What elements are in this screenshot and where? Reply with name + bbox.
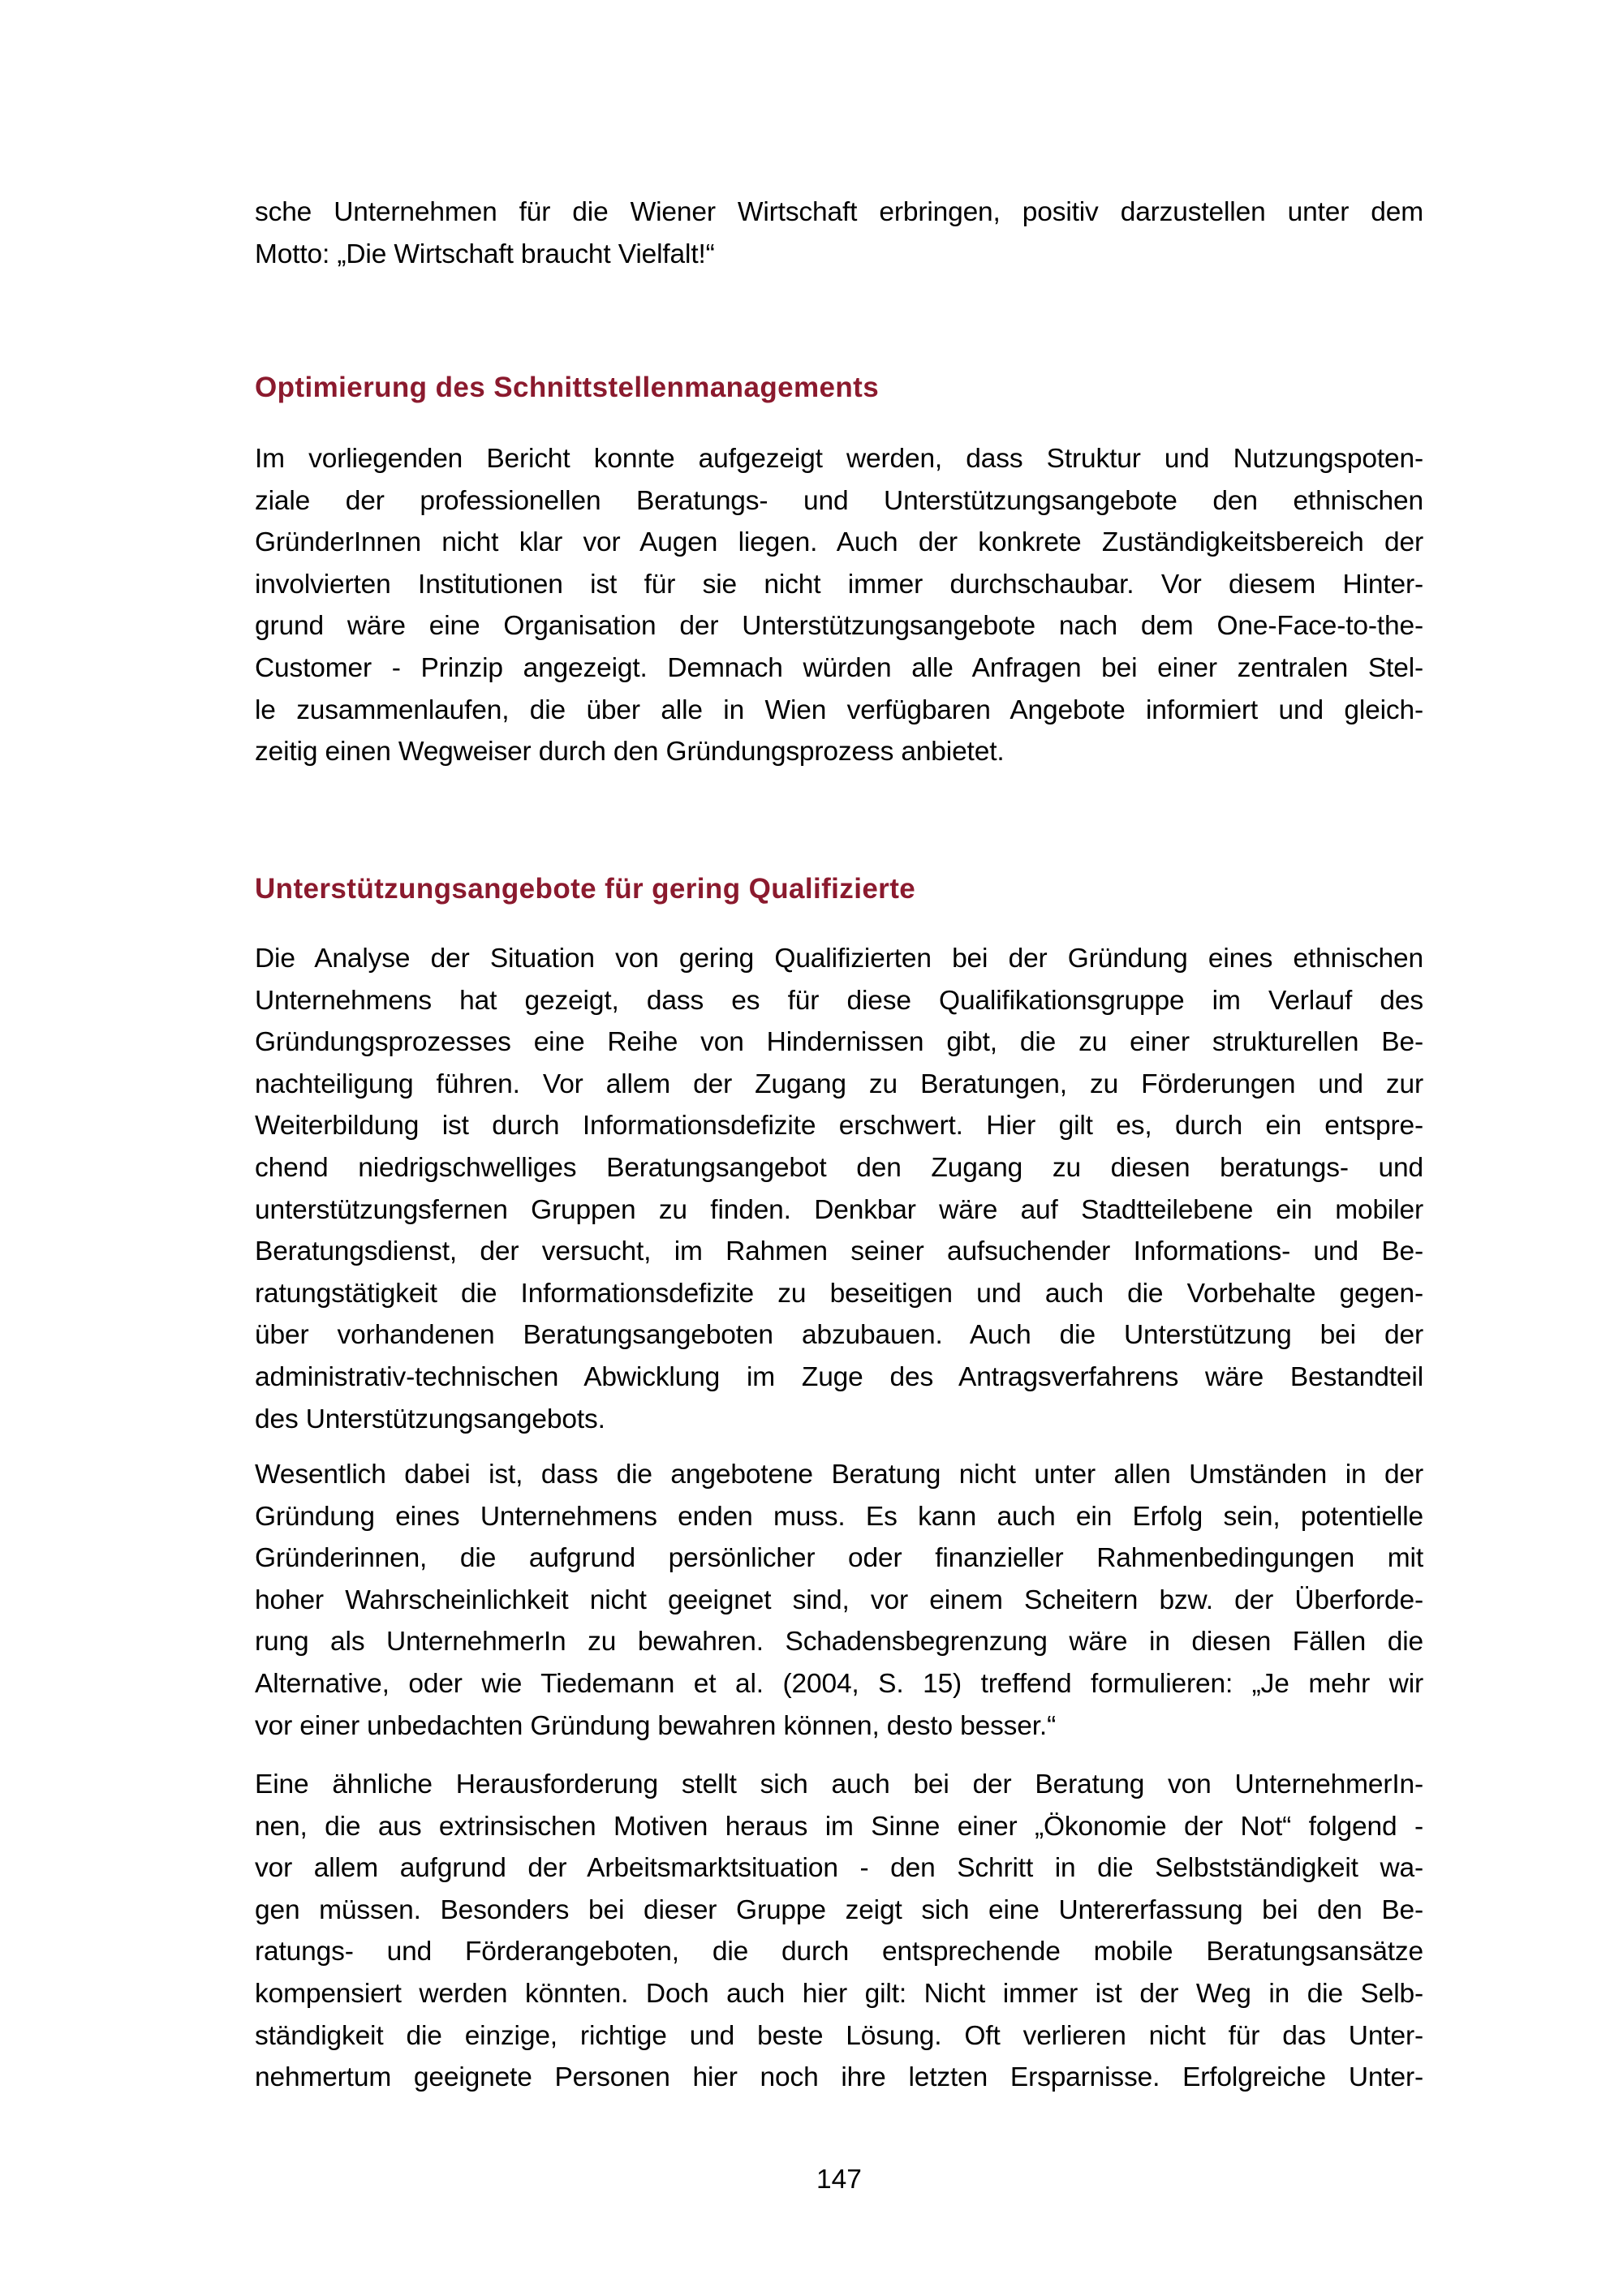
text-line: ratungs- und Förderangeboten, die durch entsprechende mobile Beratungsansätze <box>255 1937 1423 1967</box>
text-line: GründerInnen nicht klar vor Augen liegen. Auch der konkrete Zuständigkeitsbereich der <box>255 527 1423 558</box>
text-line: administrativ-technischen Abwicklung im Zuge des Antragsverfahrens wäre Bestandteil <box>255 1361 1423 1392</box>
text-line: le zusammenlaufen, die über alle in Wien verfügbaren Angebote informiert und gleich- <box>255 694 1423 725</box>
text-line: nehmertum geeignete Personen hier noch ihre letzten Ersparnisse. Erfolgreiche Unter- <box>255 2062 1423 2093</box>
text-line: vor einer unbedachten Gründung bewahren können, desto besser.“ <box>255 1710 1057 1741</box>
text-line: gen müssen. Besonders bei dieser Gruppe zeigt sich eine Untererfassung bei den Be- <box>255 1894 1423 1925</box>
text-line: unterstützungsfernen Gruppen zu finden. Denkbar wäre auf Stadtteilebene ein mobiler <box>255 1194 1423 1225</box>
text-line: grund wäre eine Organisation der Unterstützungsangebote nach dem One-Face-to-the- <box>255 611 1423 642</box>
text-line: Beratungsdienst, der versucht, im Rahmen seiner aufsuchender Informations- und Be- <box>255 1236 1423 1267</box>
text-line: Gründungsprozesses eine Reihe von Hindernissen gibt, die zu einer strukturellen Be- <box>255 1027 1423 1058</box>
section-heading: Unterstützungsangebote für gering Qualifizierte <box>255 873 916 905</box>
section-paragraph <box>255 938 1423 1440</box>
text-line: sche Unternehmen für die Wiener Wirtschaft erbringen, positiv darzustellen unter dem <box>255 197 1423 227</box>
text-line: Weiterbildung ist durch Informationsdefizite erschwert. Hier gilt es, durch ein entspre- <box>255 1111 1423 1142</box>
text-line: Gründung eines Unternehmens enden muss. Es kann auch ein Erfolg sein, potentielle <box>255 1501 1423 1532</box>
text-line: zeitig einen Wegweiser durch den Gründungsprozess anbietet. <box>255 737 1005 767</box>
text-line: Wesentlich dabei ist, dass die angebotene Beratung nicht unter allen Umständen in der <box>255 1460 1423 1490</box>
page-number: 147 <box>816 2165 862 2195</box>
text-line: Die Analyse der Situation von gering Qualifizierten bei der Gründung eines ethnischen <box>255 944 1423 974</box>
text-line: Gründerinnen, die aufgrund persönlicher oder finanzieller Rahmenbedingungen mit <box>255 1543 1423 1574</box>
text-line: über vorhandenen Beratungsangeboten abzubauen. Auch die Unterstützung bei der <box>255 1320 1423 1351</box>
text-line: Unternehmens hat gezeigt, dass es für diese Qualifikationsgruppe im Verlauf des <box>255 985 1423 1016</box>
text-line: Alternative, oder wie Tiedemann et al. (2004, S. 15) treffend formulieren: „Je mehr wir <box>255 1668 1423 1699</box>
intro-paragraph <box>255 191 1423 275</box>
text-line: involvierten Institutionen ist für sie nicht immer durchschaubar. Vor diesem Hinter- <box>255 569 1423 600</box>
text-line: ständigkeit die einzige, richtige und beste Lösung. Oft verlieren nicht für das Unter- <box>255 2020 1423 2051</box>
section-paragraph <box>255 1454 1423 1747</box>
text-line: chend niedrigschwelliges Beratungsangebot den Zugang zu diesen beratungs- und <box>255 1152 1423 1183</box>
text-line: des Unterstützungsangebots. <box>255 1404 605 1434</box>
text-line: Eine ähnliche Herausforderung stellt sich auch bei der Beratung von UnternehmerIn- <box>255 1769 1423 1799</box>
section-heading: Optimierung des Schnittstellenmanagements <box>255 372 880 403</box>
text-line: ziale der professionellen Beratungs- und Unterstützungsangebote den ethnischen <box>255 485 1423 516</box>
text-line: rung als UnternehmerIn zu bewahren. Schadensbegrenzung wäre in diesen Fällen die <box>255 1627 1423 1658</box>
text-line: hoher Wahrscheinlichkeit nicht geeignet sind, vor einem Scheitern bzw. der Überforde- <box>255 1584 1423 1615</box>
section-paragraph <box>255 438 1423 773</box>
text-line: kompensiert werden könnten. Doch auch hier gilt: Nicht immer ist der Weg in die Selb- <box>255 1978 1423 2009</box>
text-line: ratungstätigkeit die Informationsdefizite zu beseitigen und auch die Vorbehalte gegen- <box>255 1278 1423 1309</box>
text-line: nachteiligung führen. Vor allem der Zugang zu Beratungen, zu Förderungen und zur <box>255 1068 1423 1099</box>
text-line: Im vorliegenden Bericht konnte aufgezeigt werden, dass Struktur und Nutzungspoten- <box>255 444 1423 474</box>
text-line: vor allem aufgrund der Arbeitsmarktsituation - den Schritt in die Selbstständigkeit wa- <box>255 1853 1423 1884</box>
text-line: Customer - Prinzip angezeigt. Demnach würden alle Anfragen bei einer zentralen Stel- <box>255 652 1423 683</box>
text-line: nen, die aus extrinsischen Motiven heraus im Sinne einer „Ökonomie der Not“ folgend - <box>255 1811 1423 1842</box>
section-paragraph <box>255 1764 1423 2099</box>
text-line: Motto: „Die Wirtschaft braucht Vielfalt!“ <box>255 239 715 269</box>
